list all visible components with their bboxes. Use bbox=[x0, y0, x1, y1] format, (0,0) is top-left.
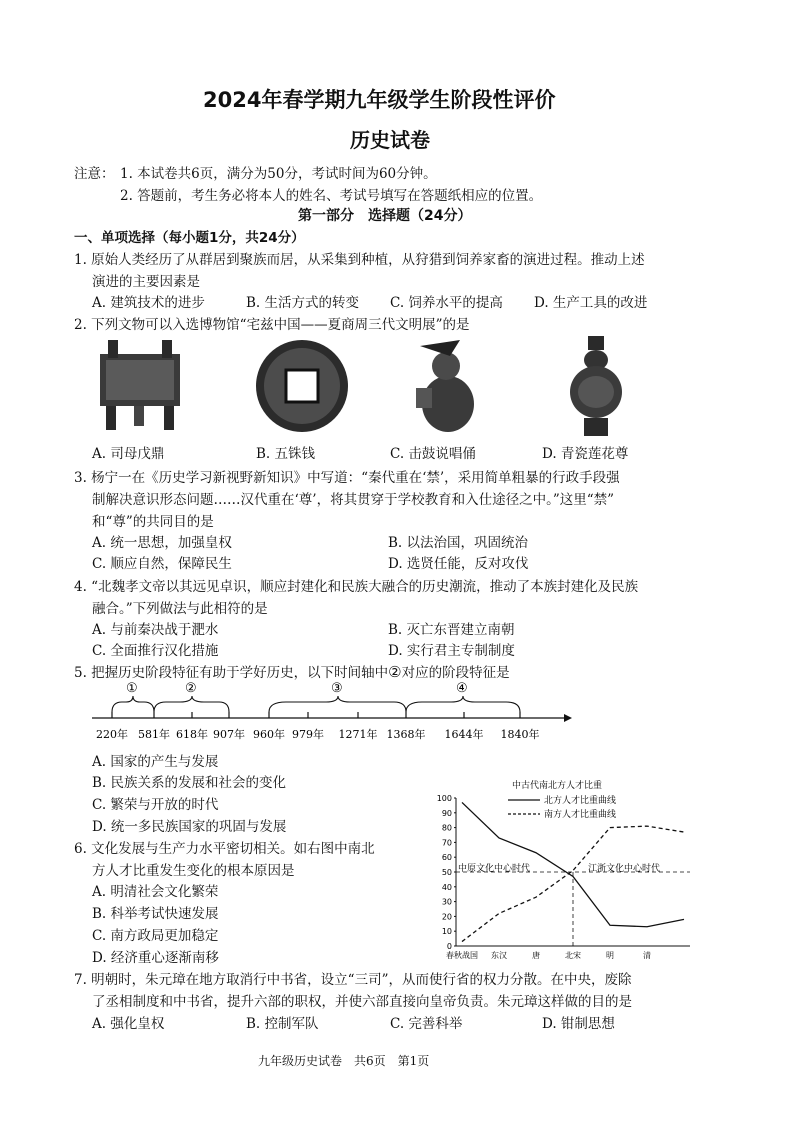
timeline-year: 1368年 bbox=[386, 728, 426, 741]
x-tick-label: 东汉 bbox=[491, 951, 507, 960]
q5-option-b: B. 民族关系的发展和社会的变化 bbox=[92, 775, 287, 791]
timeline-marker-2: ② bbox=[185, 681, 197, 696]
q1-option-d: D. 生产工具的改进 bbox=[534, 295, 648, 311]
timeline-marker-3: ③ bbox=[331, 681, 343, 696]
y-tick-label: 20 bbox=[441, 912, 452, 922]
section-title: 一、单项选择（每小题1分，共24分） bbox=[74, 230, 305, 246]
q2-option-b: B. 五铢钱 bbox=[256, 446, 316, 462]
y-tick-label: 40 bbox=[441, 882, 452, 892]
q5-option-a: A. 国家的产生与发展 bbox=[92, 754, 219, 770]
q1-option-c: C. 饲养水平的提高 bbox=[390, 295, 503, 311]
q2-option-c: C. 击鼓说唱俑 bbox=[390, 446, 476, 462]
legend-south-label: 南方人才比重曲线 bbox=[544, 810, 617, 820]
q5-option-c: C. 繁荣与开放的时代 bbox=[92, 797, 219, 813]
q3-option-a: A. 统一思想，加强皇权 bbox=[92, 535, 232, 551]
q3-stem-3: 和“尊”的共同目的是 bbox=[92, 514, 214, 530]
q6-option-d: D. 经济重心逐渐南移 bbox=[92, 950, 219, 966]
q7-stem-2: 了丞相制度和中书省，提升六部的职权，并使六部直接向皇帝负责。朱元璋这样做的目的是 bbox=[92, 994, 632, 1010]
x-tick-label: 明 bbox=[606, 951, 614, 960]
talent-ratio-chart bbox=[420, 776, 704, 972]
y-tick-label: 60 bbox=[441, 853, 452, 863]
y-tick-label: 80 bbox=[441, 823, 452, 833]
q7-option-a: A. 强化皇权 bbox=[92, 1016, 165, 1032]
timeline-year: 907年 bbox=[213, 728, 245, 741]
exam-subtitle: 历史试卷 bbox=[350, 128, 430, 152]
q5-circled-marker: ② bbox=[388, 663, 402, 681]
q6-option-c: C. 南方政局更加稳定 bbox=[92, 928, 219, 944]
q3-stem-1: 3. 杨宁一在《历史学习新视野新知识》中写道：“秦代重在‘禁’，采用简单粗暴的行政手段强 bbox=[74, 470, 620, 486]
ding-image bbox=[94, 336, 186, 432]
q3-stem-2: 制解决意识形态问题……汉代重在‘尊’，将其贯穿于学校教育和入仕途径之中。”这里“禁” bbox=[92, 492, 615, 508]
celadon-lotus-vessel-image bbox=[566, 334, 626, 438]
y-tick-label: 30 bbox=[441, 897, 452, 907]
q1-option-b: B. 生活方式的转变 bbox=[246, 295, 360, 311]
y-tick-label: 70 bbox=[441, 838, 452, 848]
timeline-year: 220年 bbox=[96, 728, 128, 741]
q7-option-b: B. 控制军队 bbox=[246, 1016, 319, 1032]
part-title: 第一部分 选择题（24分） bbox=[298, 208, 472, 224]
q5-stem-part2: 对应的阶段特征是 bbox=[401, 665, 510, 681]
page-footer: 九年级历史试卷 共6页 第1页 bbox=[258, 1054, 430, 1068]
chart-title: 中古代南北方人才比重 bbox=[512, 781, 603, 791]
wuzhu-coin-image bbox=[252, 338, 352, 434]
timeline-year: 581年 bbox=[138, 728, 170, 741]
q7-option-c: C. 完善科举 bbox=[390, 1016, 463, 1032]
note-1: 1. 本试卷共6页，满分为50分，考试时间为60分钟。 bbox=[120, 166, 437, 182]
timeline-marker-1: ① bbox=[126, 681, 138, 696]
notes-label: 注意： bbox=[74, 166, 115, 182]
q6-stem-1: 6. 文化发展与生产力水平密切相关。如右图中南北 bbox=[74, 841, 375, 857]
q3-option-d: D. 选贤任能，反对攻伐 bbox=[388, 556, 529, 572]
q6-stem-2: 方人才比重发生变化的根本原因是 bbox=[92, 863, 295, 879]
q5-option-d: D. 统一多民族国家的巩固与发展 bbox=[92, 819, 287, 835]
q6-option-a: A. 明清社会文化繁荣 bbox=[92, 884, 219, 900]
q3-option-b: B. 以法治国，巩固统治 bbox=[388, 535, 529, 551]
timeline-year: 1644年 bbox=[444, 728, 484, 741]
q4-option-b: B. 灭亡东晋建立南朝 bbox=[388, 622, 515, 638]
x-tick-label: 春秋战国 bbox=[446, 951, 478, 960]
q1-option-a: A. 建筑技术的进步 bbox=[92, 295, 205, 311]
storyteller-figurine-image bbox=[410, 336, 486, 436]
exam-title: 2024年春学期九年级学生阶段性评价 bbox=[203, 88, 556, 112]
timeline-year: 618年 bbox=[176, 728, 208, 741]
q3-option-c: C. 顺应自然，保障民生 bbox=[92, 556, 232, 572]
q2-option-a: A. 司母戊鼎 bbox=[92, 446, 165, 462]
y-tick-label: 90 bbox=[441, 808, 452, 818]
q6-option-b: B. 科举考试快速发展 bbox=[92, 906, 219, 922]
x-tick-label: 北宋 bbox=[565, 951, 581, 960]
y-tick-label: 50 bbox=[441, 868, 452, 877]
q1-stem-2: 演进的主要因素是 bbox=[92, 274, 200, 290]
annotation-jiangzhe: 江浙文化中心时代 bbox=[588, 864, 661, 874]
q4-stem-2: 融合。”下列做法与此相符的是 bbox=[92, 601, 268, 617]
timeline-year: 1271年 bbox=[338, 728, 378, 741]
x-tick-label: 唐 bbox=[532, 951, 540, 960]
q2-option-d: D. 青瓷莲花尊 bbox=[542, 446, 629, 462]
y-tick-label: 0 bbox=[446, 942, 452, 951]
q4-option-a: A. 与前秦决战于淝水 bbox=[92, 622, 219, 638]
q7-stem-1: 7. 明朝时，朱元璋在地方取消行中书省，设立“三司”，从而使行省的权力分散。在中央，废除 bbox=[74, 972, 632, 988]
q5-stem-part1: 5. 把握历史阶段特征有助于学好历史，以下时间轴中 bbox=[74, 665, 389, 681]
legend-north-label: 北方人才比重曲线 bbox=[544, 796, 617, 806]
timeline-marker-4: ④ bbox=[456, 681, 468, 696]
timeline bbox=[86, 678, 576, 744]
timeline-year: 979年 bbox=[292, 728, 324, 741]
note-2: 2. 答题前，考生务必将本人的姓名、考试号填写在答题纸相应的位置。 bbox=[120, 188, 543, 204]
y-tick-label: 10 bbox=[441, 927, 452, 937]
y-tick-label: 100 bbox=[436, 794, 452, 803]
x-tick-label: 清 bbox=[643, 951, 651, 960]
q2-stem: 2. 下列文物可以入选博物馆“宅兹中国——夏商周三代文明展”的是 bbox=[74, 317, 470, 333]
q1-stem-1: 1. 原始人类经历了从群居到聚族而居，从采集到种植，从狩猎到饲养家畜的演进过程。推动上述 bbox=[74, 252, 645, 268]
q4-option-c: C. 全面推行汉化措施 bbox=[92, 643, 219, 659]
annotation-central-plains: 中原文化中心时代 bbox=[458, 864, 531, 874]
timeline-year: 960年 bbox=[253, 728, 285, 741]
q4-option-d: D. 实行君主专制制度 bbox=[388, 643, 515, 659]
q7-option-d: D. 钳制思想 bbox=[542, 1016, 615, 1032]
timeline-year: 1840年 bbox=[500, 728, 540, 741]
q4-stem-1: 4. “北魏孝文帝以其远见卓识，顺应封建化和民族大融合的历史潮流，推动了本族封建化及民族 bbox=[74, 579, 639, 595]
